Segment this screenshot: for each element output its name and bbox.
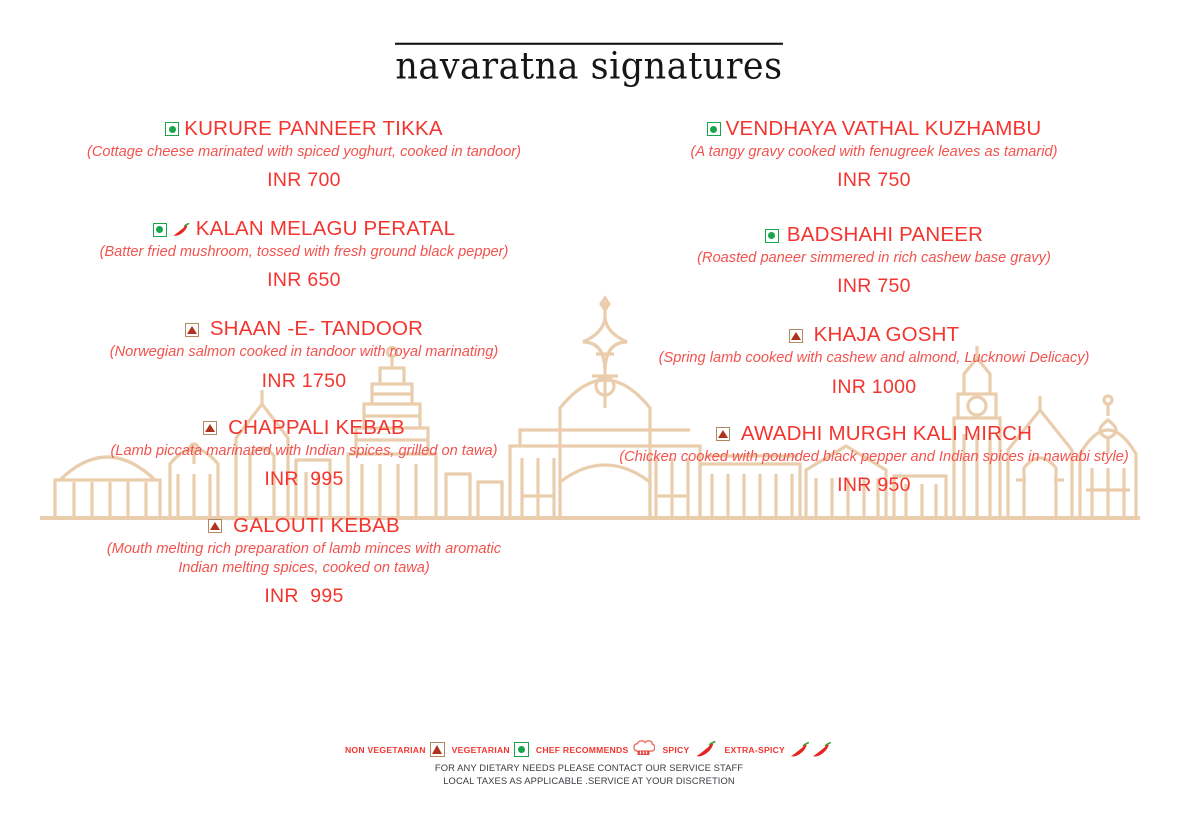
menu-item[interactable]: [34, 218, 574, 292]
legend-item-chef-recommends: [536, 740, 656, 759]
menu-item-name: BADSHAHI PANEER: [786, 223, 984, 247]
menu-item-heading: [34, 318, 574, 341]
nonveg-triangle-icon: [430, 742, 445, 757]
disclaimer-line-2: LOCAL TAXES AS APPLICABLE .SERVICE AT YOUR DISCRETION: [443, 774, 735, 786]
menu-item-name: AWADHI MURGH KALI MIRCH: [740, 421, 1033, 445]
menu-item-heading: [604, 324, 1144, 347]
menu-item-name: VENDHAYA VATHAL KUZHAMBU: [725, 117, 1042, 140]
chef-hat-icon: [632, 740, 655, 759]
menu-item-price: INR 700: [267, 169, 341, 192]
menu-item[interactable]: [34, 515, 574, 608]
double-chili-icon: [789, 741, 833, 759]
menu-item-name: KALAN MELAGU PERATAL: [195, 217, 456, 241]
menu-item[interactable]: [604, 118, 1144, 192]
menu-item-name: CHAPPALI KEBAB: [228, 415, 405, 439]
menu-item-name: SHAAN -E- TANDOOR: [209, 317, 424, 341]
page-title-text: navaratna signatures: [395, 43, 782, 89]
menu-item-name: KURURE PANNEER TIKKA: [184, 117, 443, 140]
menu-item[interactable]: [34, 318, 574, 392]
menu-item-description: (Cottage cheese marinated with spiced yoghurt, cooked in tandoor): [86, 143, 521, 160]
nonveg-triangle-icon: [208, 519, 222, 533]
menu-item-description: (Chicken cooked with pounded black pepper and Indian spices in nawabi style): [619, 448, 1129, 465]
veg-dot-icon: [153, 223, 167, 237]
menu-item-heading: [604, 224, 1144, 247]
chili-icon: [694, 740, 718, 759]
legend-label: VEGETARIAN: [451, 744, 510, 755]
menu-item-price: INR 995: [264, 467, 344, 490]
menu-item[interactable]: [604, 423, 1144, 497]
menu-item[interactable]: [604, 324, 1144, 398]
page-title: [0, 44, 1178, 87]
legend-item-vegetarian: [452, 742, 529, 757]
legend-item-extra-spicy: [725, 741, 834, 759]
menu-item-price: INR 750: [837, 169, 911, 192]
menu-item[interactable]: [34, 417, 574, 491]
disclaimer-line-1: FOR ANY DIETARY NEEDS PLEASE CONTACT OUR SERVICE STAFF: [434, 762, 744, 773]
menu-item-name: GALOUTI KEBAB: [233, 513, 400, 537]
menu-item-heading: [604, 118, 1144, 141]
menu-item-description: (Batter fried mushroom, tossed with fresh ground black pepper): [99, 244, 509, 261]
menu-column-left: [34, 118, 574, 608]
veg-dot-icon: [707, 122, 721, 136]
nonveg-triangle-icon: [185, 323, 199, 337]
veg-dot-icon: [165, 122, 179, 136]
legend-label: CHEF RECOMMENDS: [535, 744, 629, 755]
menu-item-heading: [34, 118, 574, 141]
legend-label: EXTRA-SPICY: [724, 744, 786, 755]
veg-dot-icon: [765, 229, 779, 243]
menu-item[interactable]: [604, 224, 1144, 298]
legend-item-spicy: [662, 740, 717, 759]
menu-item-heading: [34, 218, 574, 241]
legend-item-non-vegetarian: [345, 742, 445, 757]
menu-column-right: [604, 118, 1144, 497]
legend-label: NON VEGETARIAN: [344, 744, 426, 755]
menu-item[interactable]: [34, 118, 574, 192]
menu-item-description: (Lamb piccata marinated with Indian spices, grilled on tawa): [110, 442, 498, 459]
menu-item-price: INR 1750: [261, 369, 347, 392]
menu-item-description: (Spring lamb cooked with cashew and almond, Lucknowi Delicacy): [658, 350, 1090, 367]
menu-item-heading: [34, 417, 574, 440]
nonveg-triangle-icon: [789, 329, 803, 343]
nonveg-triangle-icon: [203, 421, 217, 435]
menu-item-description: (A tangy gravy cooked with fenugreek leaves as tamarid): [690, 143, 1058, 160]
legend-bar: [0, 740, 1178, 759]
menu-item-description: (Mouth melting rich preparation of lamb minces with aromatic Indian melting spices, cooked on tawa): [106, 540, 502, 577]
menu-item-price: INR 750: [837, 275, 911, 298]
menu-item-heading: [604, 423, 1144, 446]
menu-item-price: INR 1000: [831, 375, 917, 398]
legend-label: SPICY: [662, 744, 690, 755]
menu-item-description: (Norwegian salmon cooked in tandoor with royal marinating): [109, 344, 499, 361]
menu-item-description: (Roasted paneer simmered in rich cashew base gravy): [697, 250, 1051, 267]
menu-item-heading: [34, 515, 574, 538]
chili-icon: [811, 741, 833, 759]
veg-dot-icon: [514, 742, 529, 757]
chili-icon: [789, 741, 811, 759]
menu-item-price: INR 650: [267, 269, 341, 292]
nonveg-triangle-icon: [716, 427, 730, 441]
disclaimer-block: [0, 762, 1178, 788]
menu-item-price: INR 950: [837, 473, 911, 496]
menu-item-price: INR 995: [264, 585, 344, 608]
chili-icon: [172, 222, 191, 238]
menu-item-name: KHAJA GOSHT: [813, 323, 960, 347]
